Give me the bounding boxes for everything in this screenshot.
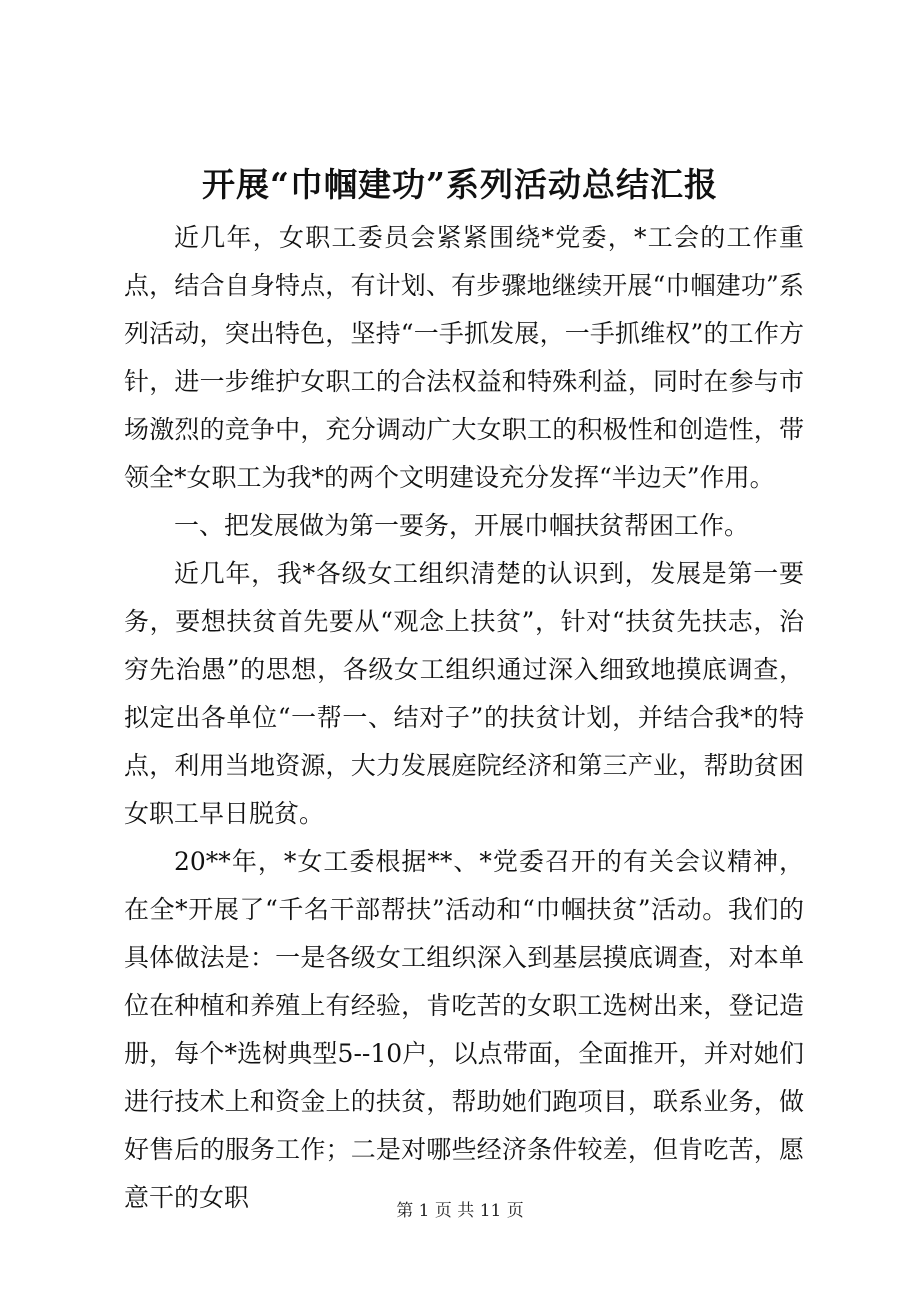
paragraph-intro: 近几年，女职工委员会紧紧围绕*党委，*工会的工作重点，结合自身特点，有计划、有步骤地继续开展“巾帼建功”系列活动，突出特色，坚持“一手抓发展，一手抓维权”的工作方针，进一步维护女职工的合法权益和特殊利益，同时在参与市场激烈的竞争中，充分调动广大女职工的积极性和创造性，带领全*女职工为我*的两个文明建设充分发挥“半边天”作用。 xyxy=(124,223,804,492)
document-title: 开展“巾帼建功”系列活动总结汇报 xyxy=(202,165,718,204)
paragraph-poverty-relief: 近几年，我*各级女工组织清楚的认识到，发展是第一要务，要想扶贫首先要从“观念上扶贫”，针对“扶贫先扶志，治穷先治愚”的思想，各级女工组织通过深入细致地摸底调查，拟定出各单位“一帮一、结对子”的扶贫计划，并结合我*的特点，利用当地资源，大力发展庭院经济和第三产业，帮助贫困女职工早日脱贫。 xyxy=(124,559,804,828)
document-body xyxy=(124,214,804,1222)
paragraph-measures: 20**年，*女工委根据**、*党委召开的有关会议精神，在全*开展了“千名干部帮扶”活动和“巾帼扶贫”活动。我们的具体做法是：一是各级女工组织深入到基层摸底调查，对本单位在种植和养殖上有经验，肯吃苦的女职工选树出来，登记造册，每个*选树典型5--10户，以点带面，全面推开，并对她们进行技术上和资金上的扶贫，帮助她们跑项目，联系业务，做好售后的服务工作；二是对哪些经济条件较差，但肯吃苦，愿意干的女职 xyxy=(124,847,804,1212)
page-number-footer: 第 1 页 共 11 页 xyxy=(396,1201,524,1221)
section-heading-1: 一、把发展做为第一要务，开展巾帼扶贫帮困工作。 xyxy=(174,511,750,540)
